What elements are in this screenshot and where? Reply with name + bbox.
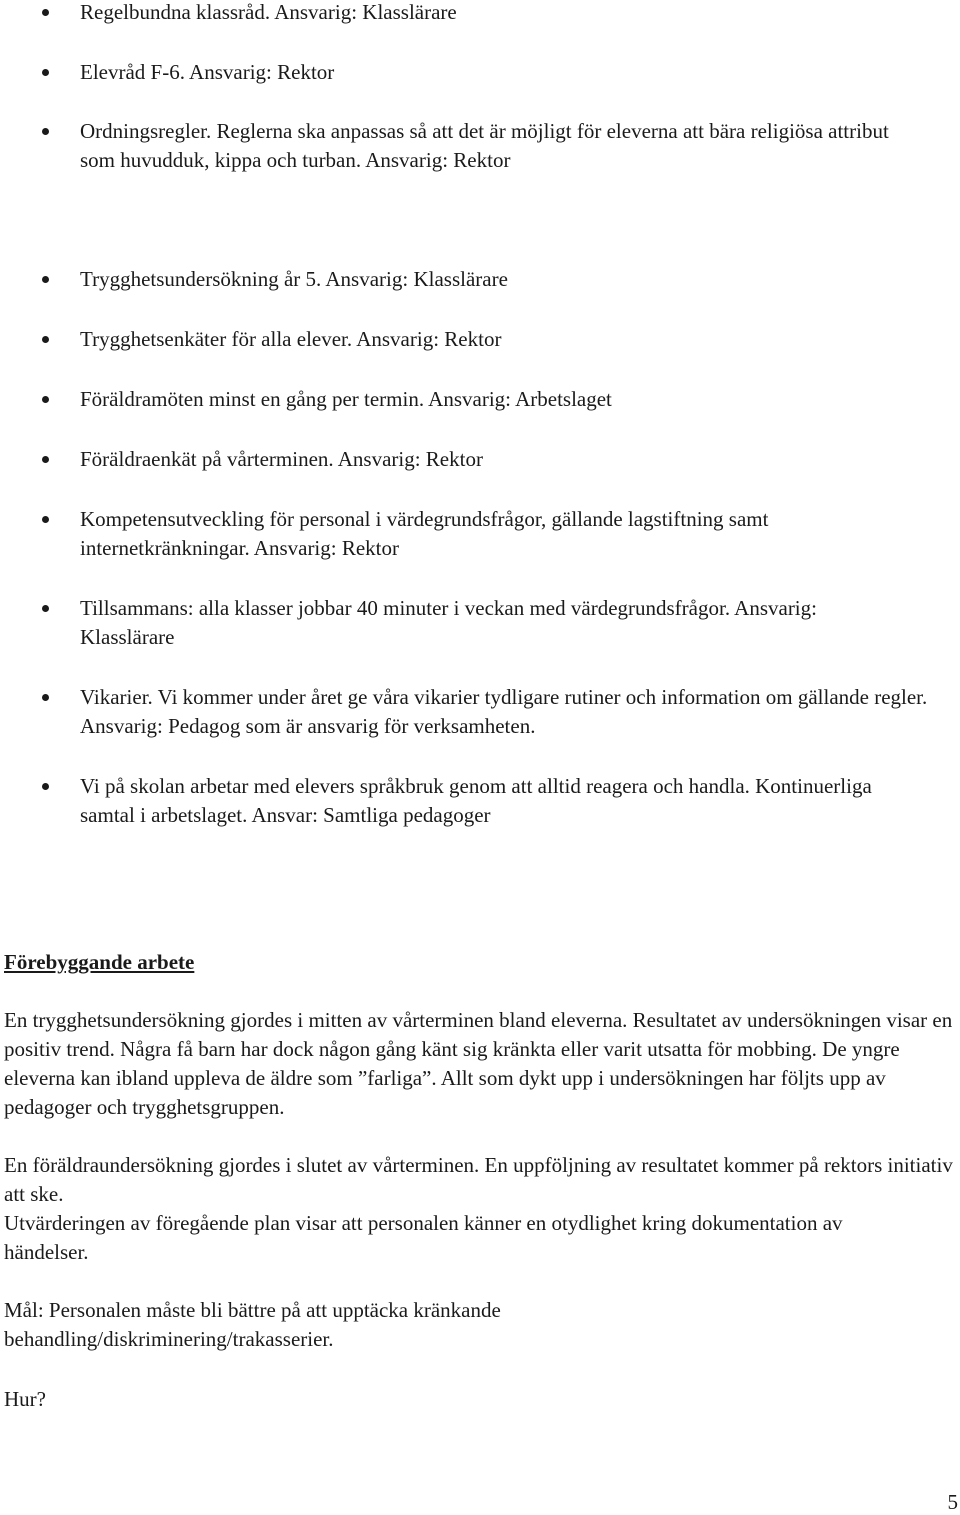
- list-item: Trygghetsenkäter för alla elever. Ansvarig: Rektor: [80, 325, 950, 354]
- bullet-icon: [42, 128, 49, 135]
- bullet-icon: [42, 9, 49, 16]
- list-item: Föräldraenkät på vårterminen. Ansvarig: Rektor: [80, 445, 950, 474]
- bullet-icon: [42, 605, 49, 612]
- list-item: Regelbundna klassråd. Ansvarig: Klasslärare: [80, 0, 950, 27]
- list-item: Trygghetsundersökning år 5. Ansvarig: Klasslärare: [80, 265, 950, 294]
- list-item: Vikarier. Vi kommer under året ge våra vikarier tydligare rutiner och information om gällande regler. Ansvarig: Pedagog som är ansvarig för verksamheten.: [80, 683, 950, 741]
- bullet-icon: [42, 396, 49, 403]
- paragraph: En föräldraundersökning gjordes i slutet av vårterminen. En uppföljning av resultatet kommer på rektors initiativ att ske.: [4, 1153, 953, 1206]
- list-item: Föräldramöten minst en gång per termin. Ansvarig: Arbetslaget: [80, 385, 950, 414]
- list-item: Ordningsregler. Reglerna ska anpassas så att det är möjligt för eleverna att bära religiösa attribut som huvudduk, kippa och turban. Ansvarig: Rektor: [80, 117, 900, 175]
- bullet-icon: [42, 783, 49, 790]
- page-number: 5: [947, 1490, 958, 1514]
- bullet-icon: [42, 694, 49, 701]
- paragraph: Utvärderingen av föregående plan visar att personalen känner en otydlighet kring dokumentation av händelser.: [4, 1211, 843, 1264]
- section-heading: Förebyggande arbete: [4, 950, 195, 974]
- list-item: Kompetensutveckling för personal i värdegrundsfrågor, gällande lagstiftning samt internetkränkningar. Ansvarig: Rektor: [80, 505, 920, 563]
- list-item: Tillsammans: alla klasser jobbar 40 minuter i veckan med värdegrundsfrågor. Ansvarig: Klasslärare: [80, 594, 880, 652]
- paragraph: Hur?: [4, 1387, 46, 1411]
- bullet-icon: [42, 336, 49, 343]
- list-item: Elevråd F-6. Ansvarig: Rektor: [80, 58, 950, 87]
- paragraph: Mål: Personalen måste bli bättre på att upptäcka kränkande behandling/diskriminering/trakasserier.: [4, 1298, 501, 1351]
- list-item: Vi på skolan arbetar med elevers språkbruk genom att alltid reagera och handla. Kontinuerliga samtal i arbetslaget. Ansvar: Samtliga pedagoger: [80, 772, 900, 830]
- bullet-icon: [42, 456, 49, 463]
- bullet-icon: [42, 516, 49, 523]
- paragraph: En trygghetsundersökning gjordes i mitten av vårterminen bland eleverna. Resultatet av undersökningen visar en positiv trend. Några få barn har dock någon gång känt sig kränkta eller varit utsatta för mobbing. De yngre eleverna kan ibland uppleva de äldre som ”farliga”. Allt som dykt upp i undersökningen har följts upp av pedagoger och trygghetsgruppen.: [4, 1008, 953, 1119]
- bullet-icon: [42, 276, 49, 283]
- bullet-icon: [42, 69, 49, 76]
